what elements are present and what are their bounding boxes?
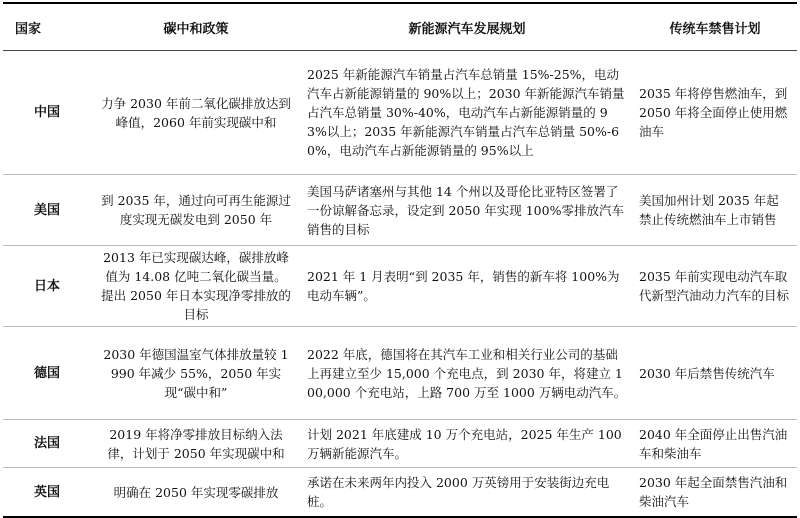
country-cell: 日本 xyxy=(3,246,91,327)
ice-ban-cell: 2030 年后禁售传统汽车 xyxy=(633,327,797,420)
policy-table xyxy=(3,2,797,518)
nev-plan-cell: 2025 年新能源汽车销量占汽车总销量 15%-25%，电动汽车占新能源销量的 90%以上；2030 年新能源汽车销量占汽车总销量 30%-40%，电动汽车占新能源销量的 93%以上；2035 年新能源汽车销量占汽车总销量 50%-60%，电动汽车占新能源销量的 95%以上 xyxy=(301,51,633,175)
carbon-policy-cell: 到 2035 年，通过向可再生能源过度实现无碳发电到 2050 年 xyxy=(91,175,301,246)
nev-plan-cell: 承诺在未来两年内投入 2000 万英镑用于安装街边充电桩。 xyxy=(301,468,633,518)
ice-ban-cell: 2030 年起全面禁售汽油和柴油汽车 xyxy=(633,468,797,518)
table-row xyxy=(3,51,797,175)
nev-plan-cell: 2021 年 1 月表明“到 2035 年，销售的新车将 100%为电动车辆”。 xyxy=(301,246,633,327)
carbon-policy-cell: 2030 年德国温室气体排放量较 1990 年减少 55%，2050 年实现“碳中和” xyxy=(91,327,301,420)
country-cell: 中国 xyxy=(3,51,91,175)
country-cell: 法国 xyxy=(3,420,91,468)
nev-plan-cell: 计划 2021 年底建成 10 万个充电站，2025 年生产 100 万辆新能源汽车。 xyxy=(301,420,633,468)
header-nev-plan: 新能源汽车发展规划 xyxy=(301,3,633,51)
ice-ban-cell: 2040 年全面停止出售汽油车和柴油车 xyxy=(633,420,797,468)
carbon-policy-cell: 力争 2030 年前二氧化碳排放达到峰值，2060 年前实现碳中和 xyxy=(91,51,301,175)
nev-plan-cell: 2022 年底，德国将在其汽车工业和相关行业公司的基础上再建立至少 15,000 个充电点，到 2030 年，将建立 100,000 个充电站，上路 700 万至 1000 万辆电动汽车。 xyxy=(301,327,633,420)
table-row xyxy=(3,175,797,246)
table-row xyxy=(3,246,797,327)
country-cell: 德国 xyxy=(3,327,91,420)
carbon-policy-cell: 2013 年已实现碳达峰，碳排放峰值为 14.08 亿吨二氧化碳当量。提出 2050 年日本实现净零排放的目标 xyxy=(91,246,301,327)
header-ice-ban: 传统车禁售计划 xyxy=(633,3,797,51)
ice-ban-cell: 2035 年前实现电动汽车取代新型汽油动力汽车的目标 xyxy=(633,246,797,327)
ice-ban-cell: 2035 年将停售燃油车，到 2050 年将全面停止使用燃油车 xyxy=(633,51,797,175)
header-country: 国家 xyxy=(3,3,91,51)
table-row xyxy=(3,468,797,518)
carbon-policy-cell: 明确在 2050 年实现零碳排放 xyxy=(91,468,301,518)
carbon-policy-cell: 2019 年将净零排放目标纳入法律，计划于 2050 年实现碳中和 xyxy=(91,420,301,468)
header-carbon-policy: 碳中和政策 xyxy=(91,3,301,51)
table-row xyxy=(3,420,797,468)
table-row xyxy=(3,327,797,420)
country-cell: 美国 xyxy=(3,175,91,246)
table-header-row xyxy=(3,3,797,51)
nev-plan-cell: 美国马萨诸塞州与其他 14 个州以及哥伦比亚特区签署了一份谅解备忘录，设定到 2050 年实现 100%零排放汽车销售的目标 xyxy=(301,175,633,246)
ice-ban-cell: 美国加州计划 2035 年起禁止传统燃油车上市销售 xyxy=(633,175,797,246)
country-cell: 英国 xyxy=(3,468,91,518)
